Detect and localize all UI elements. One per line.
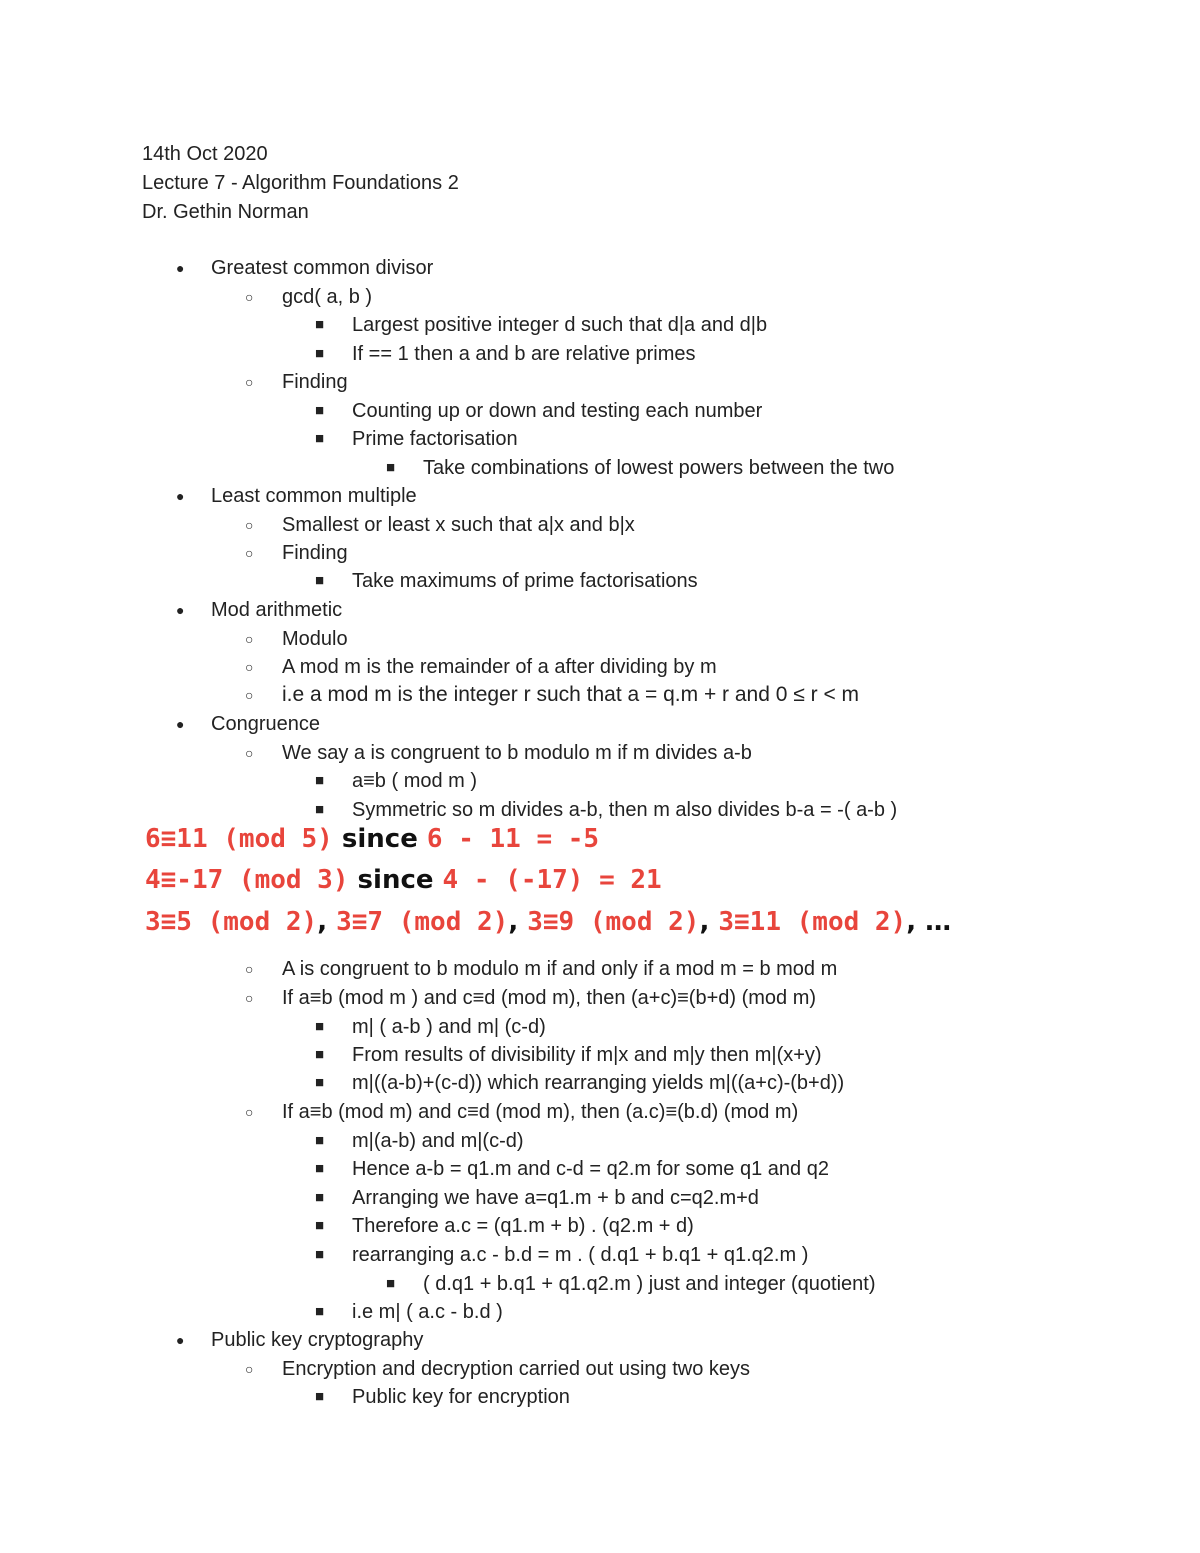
list-item-text: Least common multiple: [211, 485, 417, 507]
bullet-square-icon: ■: [315, 1018, 325, 1035]
bullet-square-icon: ■: [315, 1217, 325, 1234]
list-item-text: Finding: [282, 371, 348, 393]
bullet-square-icon: ■: [315, 1046, 325, 1063]
example-comma: ,: [508, 907, 528, 937]
list-item-text: Symmetric so m divides a-b, then m also divides b-a = -( a-b ): [352, 799, 898, 821]
bullet-square-icon: ■: [315, 1246, 325, 1263]
bullet-circle-icon: ○: [245, 961, 254, 977]
bullet-circle-icon: ○: [245, 517, 254, 533]
list-item-text: We say a is congruent to b modulo m if m divides a-b: [282, 742, 752, 764]
bullet-square-icon: ■: [315, 1132, 325, 1149]
bullet-circle-icon: ○: [245, 1361, 254, 1377]
bullet-square-icon: ■: [315, 1388, 325, 1405]
bullet-square-icon: ■: [315, 772, 325, 789]
bullet-circle-icon: ○: [245, 545, 254, 561]
example-congruence: 3≡7 (mod 2): [336, 907, 509, 937]
document-date: 14th Oct 2020: [142, 143, 268, 165]
example-line-1: [145, 823, 599, 855]
list-item-text: m|(a-b) and m|(c-d): [352, 1130, 524, 1152]
bullet-square-icon: ■: [315, 1074, 325, 1091]
bullet-dot-icon: ●: [176, 1332, 185, 1348]
list-item-text: Public key cryptography: [211, 1329, 424, 1351]
list-item-text: a≡b ( mod m ): [352, 770, 478, 792]
bullet-circle-icon: ○: [245, 631, 254, 647]
bullet-square-icon: ■: [315, 1303, 325, 1320]
bullet-square-icon: ■: [315, 1189, 325, 1206]
bullet-square-icon: ■: [315, 345, 325, 362]
list-item-text: Take maximums of prime factorisations: [352, 570, 698, 592]
bullet-circle-icon: ○: [245, 659, 254, 675]
example-comma: ,: [317, 907, 337, 937]
list-item-text: A is congruent to b modulo m if and only if a mod m = b mod m: [282, 958, 838, 980]
list-item-text: Public key for encryption: [352, 1386, 570, 1408]
list-item-text: Finding: [282, 542, 348, 564]
example-comma: ,: [906, 907, 926, 937]
bullet-dot-icon: ●: [176, 602, 185, 618]
list-item-text: Prime factorisation: [352, 428, 518, 450]
example-since: since: [348, 865, 443, 895]
example-ellipsis: …: [925, 907, 952, 937]
bullet-square-icon: ■: [315, 430, 325, 447]
example-since: since: [332, 824, 427, 854]
list-item-text: Mod arithmetic: [211, 599, 343, 621]
example-calculation: 4 - (-17) = 21: [442, 865, 662, 895]
example-congruence: 3≡9 (mod 2): [527, 907, 700, 937]
list-item-text: Counting up or down and testing each number: [352, 400, 763, 422]
bullet-square-icon: ■: [315, 572, 325, 589]
bullet-circle-icon: ○: [245, 990, 254, 1006]
list-item-text: If == 1 then a and b are relative primes: [352, 343, 696, 365]
list-item-text: Therefore a.c = (q1.m + b) . (q2.m + d): [352, 1215, 694, 1237]
example-congruence: 4≡-17 (mod 3): [145, 865, 349, 895]
example-line-2: [145, 864, 662, 896]
list-item-text: Smallest or least x such that a|x and b|x: [282, 514, 635, 536]
list-item-text: Take combinations of lowest powers between the two: [423, 457, 895, 479]
list-item-text: Arranging we have a=q1.m + b and c=q2.m+d: [352, 1187, 759, 1209]
bullet-dot-icon: ●: [176, 488, 185, 504]
bullet-dot-icon: ●: [176, 716, 185, 732]
document-lecturer: Dr. Gethin Norman: [142, 201, 309, 223]
bullet-circle-icon: ○: [245, 374, 254, 390]
bullet-square-icon: ■: [386, 1275, 396, 1292]
bullet-square-icon: ■: [315, 316, 325, 333]
list-item-text: A mod m is the remainder of a after dividing by m: [282, 656, 717, 678]
bullet-circle-icon: ○: [245, 745, 254, 761]
list-item-text: If a≡b (mod m ) and c≡d (mod m), then (a+c)≡(b+d) (mod m): [282, 987, 817, 1009]
document-lecture-title: Lecture 7 - Algorithm Foundations 2: [142, 172, 459, 194]
example-congruence: 3≡5 (mod 2): [145, 907, 318, 937]
list-item-text: From results of divisibility if m|x and m|y then m|(x+y): [352, 1044, 822, 1066]
list-item-text: gcd( a, b ): [282, 286, 373, 308]
list-item-text: ( d.q1 + b.q1 + q1.q2.m ) just and integer (quotient): [423, 1273, 876, 1295]
example-congruence: 6≡11 (mod 5): [145, 824, 333, 854]
bullet-dot-icon: ●: [176, 260, 185, 276]
list-item-text: Modulo: [282, 628, 348, 650]
list-item-text: Hence a-b = q1.m and c-d = q2.m for some q1 and q2: [352, 1158, 829, 1180]
list-item-text: If a≡b (mod m) and c≡d (mod m), then (a.c)≡(b.d) (mod m): [282, 1101, 799, 1123]
list-item-text: rearranging a.c - b.d = m . ( d.q1 + b.q1 + q1.q2.m ): [352, 1244, 809, 1266]
bullet-square-icon: ■: [315, 1160, 325, 1177]
list-item-text: i.e m| ( a.c - b.d ): [352, 1301, 503, 1323]
bullet-square-icon: ■: [386, 459, 396, 476]
list-item-text: Largest positive integer d such that d|a and d|b: [352, 314, 768, 336]
list-item-text: m| ( a-b ) and m| (c-d): [352, 1016, 546, 1038]
bullet-square-icon: ■: [315, 402, 325, 419]
list-item-text: Congruence: [211, 713, 320, 735]
list-item-text: Encryption and decryption carried out using two keys: [282, 1358, 751, 1380]
list-item-text: i.e a mod m is the integer r such that a = q.m + r and 0 ≤ r < m: [282, 683, 860, 706]
bullet-circle-icon: ○: [245, 1104, 254, 1120]
example-congruence: 3≡11 (mod 2): [718, 907, 907, 937]
bullet-square-icon: ■: [315, 801, 325, 818]
list-item-text: Greatest common divisor: [211, 257, 434, 279]
list-item-text: m|((a-b)+(c-d)) which rearranging yields m|((a+c)-(b+d)): [352, 1072, 845, 1094]
example-comma: ,: [699, 907, 719, 937]
bullet-circle-icon: ○: [245, 289, 254, 305]
example-calculation: 6 - 11 = -5: [426, 824, 600, 854]
example-line-3: [145, 906, 951, 938]
bullet-circle-icon: ○: [245, 687, 254, 703]
